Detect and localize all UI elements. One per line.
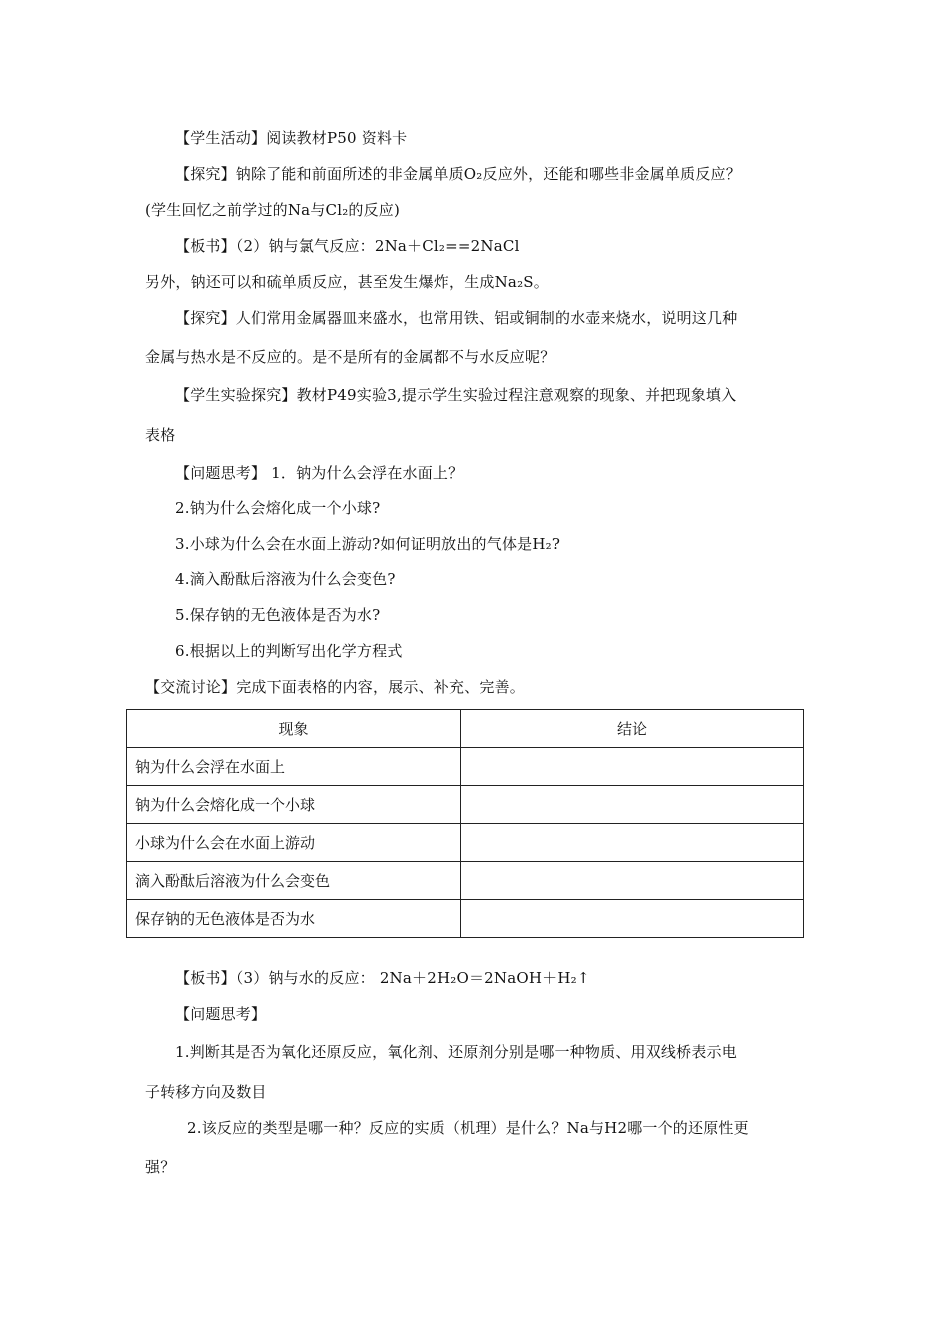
- table-cell-conclusion[interactable]: [461, 748, 804, 786]
- table-header-phenomenon: 现象: [127, 710, 461, 748]
- table-cell-phenomenon: 保存钠的无色液体是否为水: [127, 900, 461, 938]
- table-cell-phenomenon: 滴入酚酞后溶液为什么会变色: [127, 862, 461, 900]
- explore-water-line-2: 金属与热水是不反应的。是不是所有的金属都不与水反应呢？: [145, 348, 556, 366]
- question-line-4: 4.滴入酚酞后溶液为什么会变色?: [175, 570, 396, 588]
- table-row: [127, 824, 804, 862]
- experiment-line-1: 【学生实验探究】教材P49实验3,提示学生实验过程注意观察的现象、并把现象填入: [175, 386, 737, 404]
- sulfur-note-line: 另外，钠还可以和硫单质反应，甚至发生爆炸，生成Na₂S。: [145, 273, 549, 291]
- student-activity-line: 【学生活动】阅读教材P50 资料卡: [175, 129, 408, 147]
- table-cell-conclusion[interactable]: [461, 862, 804, 900]
- table-cell-conclusion[interactable]: [461, 824, 804, 862]
- table-row: [127, 786, 804, 824]
- board-water-line: 【板书】（3）钠与水的反应： 2Na＋2H₂O＝2NaOH＋H₂↑: [175, 969, 590, 987]
- explore-line-1: 【探究】钠除了能和前面所述的非金属单质O₂反应外，还能和哪些非金属单质反应？: [175, 165, 741, 183]
- question-line-1: 【问题思考】 1．钠为什么会浮在水面上？: [175, 464, 464, 482]
- table-row: [127, 862, 804, 900]
- question-line-5: 5.保存钠的无色液体是否为水?: [175, 606, 381, 624]
- table-row: [127, 900, 804, 938]
- question-line-6: 6.根据以上的判断写出化学方程式: [175, 642, 403, 660]
- question-line-3: 3.小球为什么会在水面上游动?如何证明放出的气体是H₂?: [175, 535, 561, 553]
- explore-water-line-1: 【探究】人们常用金属器皿来盛水，也常用铁、铝或铜制的水壶来烧水，说明这几种: [175, 309, 738, 327]
- table-cell-phenomenon: 钠为什么会熔化成一个小球: [127, 786, 461, 824]
- discussion-line: 【交流讨论】完成下面表格的内容，展示、补充、完善。: [145, 678, 526, 696]
- question-heading-2: 【问题思考】: [175, 1005, 267, 1023]
- table-header-row: [127, 710, 804, 748]
- explore-line-2: (学生回忆之前学过的Na与Cl₂的反应): [145, 201, 401, 219]
- table-cell-phenomenon: 钠为什么会浮在水面上: [127, 748, 461, 786]
- table-row: [127, 748, 804, 786]
- board-chlorine-line: 【板书】（2）钠与氯气反应：2Na＋Cl₂==2NaCl: [175, 237, 520, 255]
- question-line-2: 2.钠为什么会熔化成一个小球?: [175, 499, 381, 517]
- type-question-line-2: 强？: [145, 1158, 176, 1176]
- redox-question-line-1: 1.判断其是否为氧化还原反应，氧化剂、还原剂分别是哪一种物质、用双线桥表示电: [175, 1043, 737, 1061]
- redox-question-line-2: 子转移方向及数目: [145, 1083, 267, 1101]
- table-header-conclusion: 结论: [461, 710, 804, 748]
- phenomenon-conclusion-table: [126, 709, 804, 938]
- experiment-line-2: 表格: [145, 426, 176, 444]
- table-cell-phenomenon: 小球为什么会在水面上游动: [127, 824, 461, 862]
- table-cell-conclusion[interactable]: [461, 786, 804, 824]
- type-question-line-1: 2.该反应的类型是哪一种？反应的实质（机理）是什么？Na与H2哪一个的还原性更: [187, 1119, 749, 1137]
- table-cell-conclusion[interactable]: [461, 900, 804, 938]
